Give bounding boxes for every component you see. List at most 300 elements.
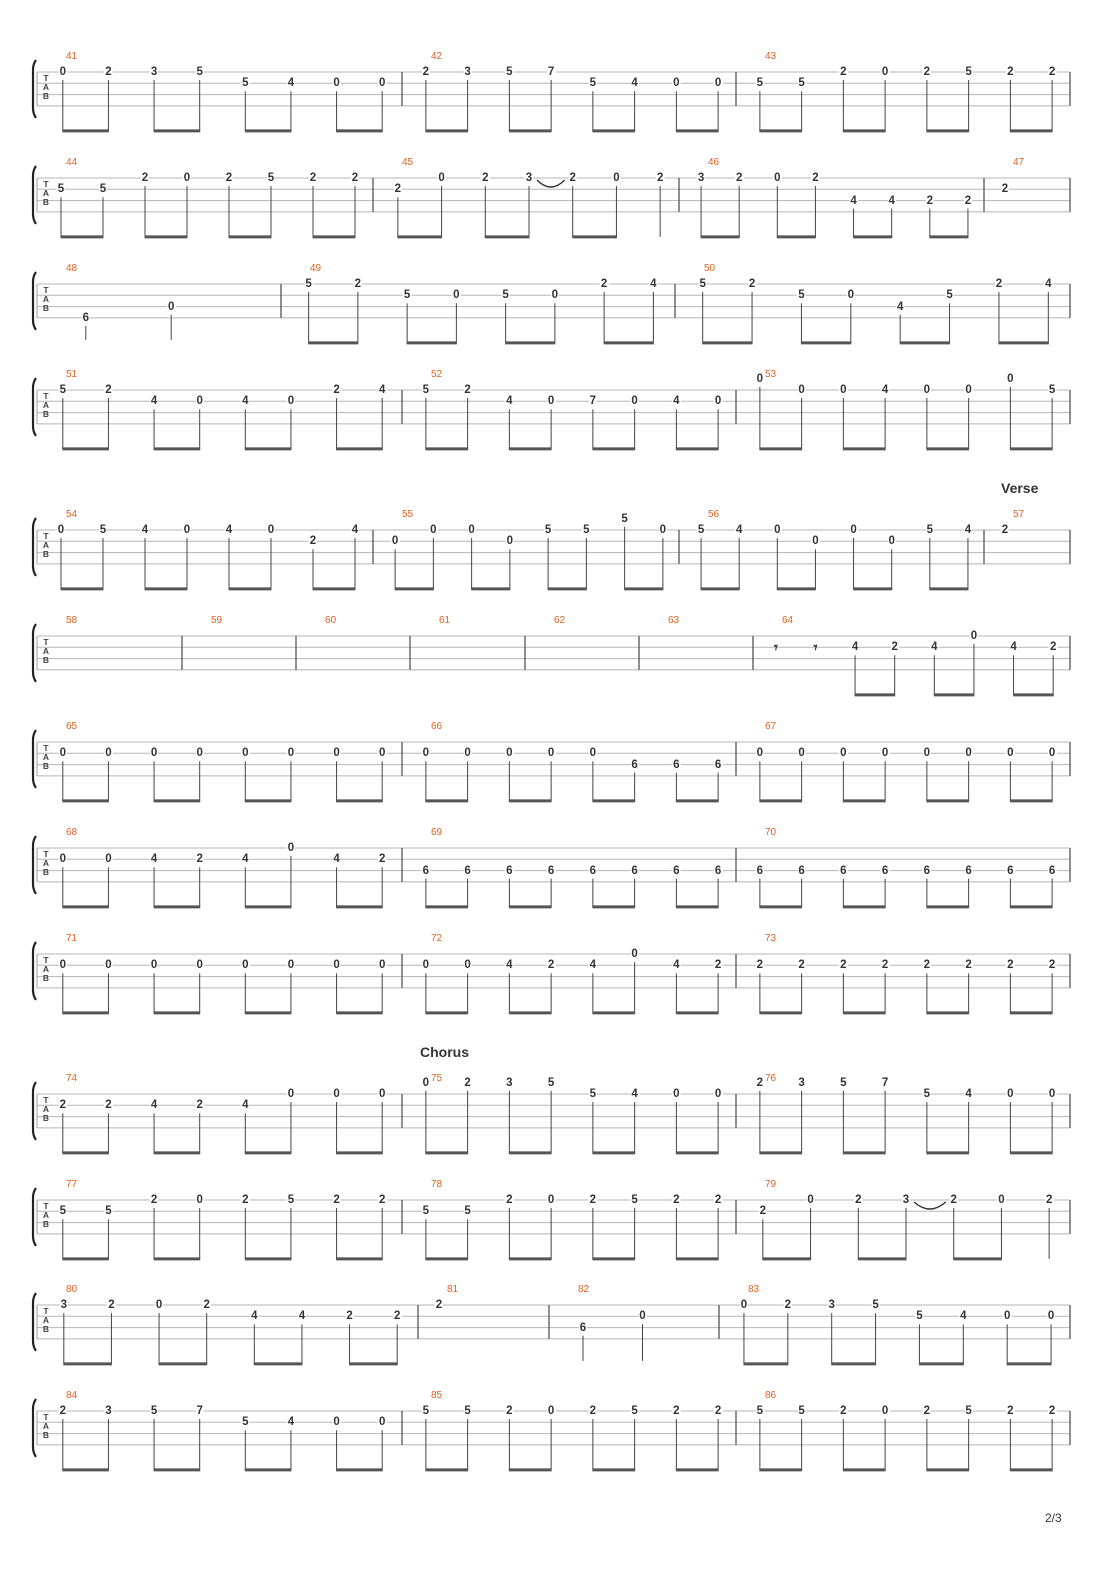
fret-number: 4	[225, 524, 233, 536]
fret-number: 5	[872, 1299, 879, 1311]
measure-number: 46	[708, 157, 720, 168]
fret-number: 2	[394, 183, 402, 196]
fret-number: 0	[850, 524, 857, 536]
fret-number: 0	[242, 959, 249, 972]
fret-number: 3	[525, 172, 533, 184]
fret-number: 0	[774, 172, 781, 184]
system-brace	[33, 378, 36, 436]
fret-number: 0	[287, 395, 295, 408]
fret-number: 6	[714, 758, 722, 771]
fret-number: 5	[544, 524, 552, 536]
fret-number: 2	[196, 853, 203, 866]
tab-clef-letter: T	[43, 1095, 49, 1105]
fret-number: 6	[579, 1321, 587, 1334]
fret-number: 2	[714, 1194, 722, 1206]
fret-number: 3	[902, 1194, 910, 1206]
fret-number: 4	[673, 395, 680, 408]
fret-number: 2	[759, 1205, 767, 1218]
fret-number: 0	[631, 395, 638, 408]
fret-number: 0	[1048, 1088, 1056, 1100]
fret-number: 2	[435, 1299, 443, 1311]
tab-clef-letter: T	[43, 1412, 49, 1422]
fret-number: 2	[673, 1405, 680, 1417]
fret-number: 0	[1007, 747, 1014, 760]
measure-number: 65	[66, 721, 78, 732]
fret-number: 5	[547, 1076, 555, 1089]
fret-number: 0	[807, 1194, 814, 1206]
fret-number: 2	[482, 172, 489, 184]
fret-number: 2	[1007, 66, 1014, 78]
system-brace	[33, 518, 36, 576]
system-brace	[33, 624, 36, 682]
measure-number: 54	[66, 509, 78, 520]
measure-number: 49	[310, 263, 322, 274]
fret-number: 0	[547, 1405, 555, 1417]
fret-number: 0	[673, 1088, 680, 1100]
tab-clef-letter: T	[43, 955, 49, 965]
fret-number: 3	[105, 1405, 112, 1417]
tab-clef-letter: B	[42, 972, 50, 983]
fret-number: 0	[105, 959, 112, 972]
measure-number: 83	[748, 1284, 760, 1295]
system-brace	[33, 166, 36, 224]
fret-number: 2	[748, 278, 756, 290]
fret-number: 5	[798, 289, 805, 302]
fret-number: 7	[589, 395, 597, 408]
tab-clef-letter: B	[42, 548, 50, 559]
fret-number: 2	[150, 1194, 158, 1206]
measure-number: 78	[431, 1179, 443, 1190]
tab-clef-letter: A	[42, 1420, 50, 1431]
tab-clef-letter: B	[42, 1218, 50, 1229]
fret-number: 5	[926, 524, 934, 536]
fret-number: 6	[547, 864, 555, 877]
fret-number: 0	[1007, 1088, 1014, 1100]
fret-number: 0	[422, 959, 430, 972]
tab-clef-letter: B	[42, 90, 50, 101]
fret-number: 2	[108, 1299, 115, 1311]
page-number: 2/3	[1045, 1511, 1062, 1525]
fret-number: 5	[840, 1076, 847, 1089]
fret-number: 2	[812, 172, 819, 184]
fret-number: 0	[840, 384, 847, 396]
fret-number: 0	[438, 172, 445, 184]
measure-number: 76	[765, 1073, 777, 1084]
fret-number: 4	[1010, 641, 1017, 654]
fret-number: 2	[105, 384, 112, 396]
fret-number: 0	[464, 747, 471, 760]
fret-number: 2	[333, 384, 340, 396]
fret-number: 5	[589, 1088, 597, 1100]
fret-number: 2	[964, 194, 972, 207]
fret-number: 6	[840, 864, 847, 877]
tie-arc	[537, 180, 565, 187]
fret-number: 7	[547, 66, 555, 78]
tab-clef-letter: A	[42, 1209, 50, 1220]
fret-number: 2	[923, 1405, 931, 1417]
fret-number: 5	[196, 66, 203, 78]
fret-number: 5	[756, 1405, 764, 1417]
fret-number: 2	[1045, 1194, 1053, 1206]
measure-number: 57	[1013, 509, 1025, 520]
fret-number: 0	[881, 747, 889, 760]
fret-number: 0	[547, 747, 555, 760]
fret-number: 0	[740, 1299, 748, 1311]
fret-number: 6	[798, 864, 805, 877]
system-brace	[33, 1082, 36, 1140]
fret-number: 2	[203, 1299, 210, 1311]
fret-number: 0	[267, 524, 275, 536]
fret-number: 0	[714, 77, 722, 90]
fret-number: 4	[888, 194, 895, 207]
measure-number: 51	[66, 369, 78, 380]
fret-number: 0	[155, 1299, 163, 1311]
fret-number: 0	[196, 395, 203, 408]
fret-number: 6	[82, 311, 89, 324]
fret-number: 2	[840, 959, 847, 972]
fret-number: 5	[464, 1405, 471, 1417]
section-label-verse: Verse	[1001, 480, 1039, 496]
fret-number: 6	[506, 864, 513, 877]
fret-number: 0	[59, 747, 67, 760]
measure-number: 70	[765, 827, 777, 838]
fret-number: 4	[650, 278, 657, 290]
fret-number: 0	[881, 66, 889, 78]
fret-number: 0	[183, 172, 191, 184]
measure-number: 59	[211, 615, 223, 626]
fret-number: 4	[251, 1310, 258, 1323]
fret-number: 5	[756, 77, 764, 90]
fret-number: 0	[183, 524, 191, 536]
fret-number: 5	[242, 1416, 249, 1429]
fret-number: 0	[1003, 1310, 1011, 1323]
fret-number: 4	[150, 853, 158, 866]
measure-number: 74	[66, 1073, 78, 1084]
fret-number: 0	[965, 384, 972, 396]
fret-number: 2	[965, 959, 972, 972]
measure-number: 53	[765, 369, 777, 380]
fret-number: 0	[333, 959, 340, 972]
measure-number: 48	[66, 263, 78, 274]
tab-clef-letter: T	[43, 1201, 49, 1211]
fret-number: 0	[333, 747, 340, 760]
fret-number: 2	[714, 1405, 722, 1417]
fret-number: 2	[346, 1310, 353, 1323]
fret-number: 5	[305, 278, 312, 290]
fret-number: 0	[756, 372, 764, 385]
fret-number: 2	[1001, 183, 1009, 196]
fret-number: 0	[774, 524, 781, 536]
fret-number: 4	[150, 1099, 158, 1112]
fret-number: 4	[242, 395, 249, 408]
fret-number: 0	[287, 959, 295, 972]
fret-number: 0	[613, 172, 620, 184]
fret-number: 3	[60, 1299, 68, 1311]
fret-number: 0	[422, 1076, 430, 1089]
tab-clef-letter: T	[43, 285, 49, 295]
fret-number: 4	[287, 1416, 295, 1429]
tab-clef-letter: B	[42, 1112, 50, 1123]
tab-clef-letter: A	[42, 399, 50, 410]
fret-number: 6	[422, 864, 430, 877]
measure-number: 81	[447, 1284, 459, 1295]
fret-number: 0	[333, 1416, 340, 1429]
tab-clef-letter: B	[42, 654, 50, 665]
tab-clef-letter: B	[42, 1323, 50, 1334]
fret-number: 0	[840, 747, 847, 760]
fret-number: 5	[57, 183, 65, 196]
fret-number: 0	[673, 77, 680, 90]
fret-number: 4	[378, 384, 386, 396]
fret-number: 2	[1048, 66, 1056, 78]
fret-number: 0	[453, 289, 460, 302]
measure-number: 73	[765, 933, 777, 944]
tab-clef-letter: T	[43, 637, 49, 647]
tab-clef-letter: A	[42, 1103, 50, 1114]
fret-number: 5	[798, 1405, 805, 1417]
fret-number: 0	[150, 959, 158, 972]
fret-number: 6	[673, 864, 680, 877]
fret-number: 0	[242, 747, 249, 760]
fret-number: 3	[798, 1076, 805, 1089]
fret-number: 5	[464, 1205, 471, 1218]
fret-number: 2	[242, 1194, 249, 1206]
fret-number: 2	[855, 1194, 862, 1206]
tab-clef-letter: A	[42, 539, 50, 550]
measure-number: 63	[668, 615, 680, 626]
fret-number: 2	[881, 959, 889, 972]
fret-number: 2	[225, 172, 233, 184]
fret-number: 5	[631, 1405, 638, 1417]
fret-number: 0	[59, 66, 67, 78]
fret-number: 6	[1007, 864, 1014, 877]
fret-number: 4	[150, 395, 158, 408]
measure-number: 85	[431, 1390, 443, 1401]
fret-number: 0	[812, 535, 819, 548]
tab-clef-letter: B	[42, 760, 50, 771]
fret-number: 4	[964, 524, 972, 536]
fret-number: 0	[150, 747, 158, 760]
fret-number: 2	[950, 1194, 957, 1206]
system-brace	[33, 1293, 36, 1351]
tab-clef-letter: B	[42, 866, 50, 877]
measure-number: 84	[66, 1390, 78, 1401]
fret-number: 0	[547, 1194, 555, 1206]
fret-number: 4	[242, 853, 249, 866]
fret-number: 2	[59, 1099, 67, 1112]
fret-number: 2	[506, 1405, 513, 1417]
fret-number: 5	[923, 1088, 931, 1100]
fret-number: 2	[798, 959, 805, 972]
measure-number: 56	[708, 509, 720, 520]
tab-clef-letter: T	[43, 391, 49, 401]
fret-number: 5	[589, 77, 597, 90]
fret-number: 0	[59, 853, 67, 866]
tab-clef-letter: T	[43, 179, 49, 189]
fret-number: 5	[403, 289, 411, 302]
fret-number: 2	[333, 1194, 340, 1206]
fret-number: 5	[621, 512, 628, 525]
fret-number: 0	[105, 747, 112, 760]
tab-clef-letter: B	[42, 408, 50, 419]
fret-number: 0	[378, 1088, 386, 1100]
fret-number: 6	[714, 864, 722, 877]
tab-clef-letter: A	[42, 187, 50, 198]
fret-number: 2	[569, 172, 576, 184]
fret-number: 4	[351, 524, 359, 536]
fret-number: 5	[697, 524, 705, 536]
tab-clef-letter: A	[42, 857, 50, 868]
fret-number: 6	[589, 864, 597, 877]
fret-number: 6	[965, 864, 972, 877]
fret-number: 3	[828, 1299, 835, 1311]
fret-number: 0	[506, 535, 514, 548]
measure-number: 79	[765, 1179, 777, 1190]
fret-number: 0	[391, 535, 399, 548]
fret-number: 2	[714, 959, 722, 972]
tab-clef-letter: B	[42, 302, 50, 313]
fret-number: 0	[464, 959, 471, 972]
fret-number: 0	[378, 959, 386, 972]
fret-number: 5	[583, 524, 590, 536]
tab-clef-letter: A	[42, 1314, 50, 1325]
fret-number: 5	[798, 77, 805, 90]
fret-number: 7	[196, 1405, 203, 1417]
fret-number: 0	[756, 747, 764, 760]
fret-number: 0	[547, 395, 555, 408]
tab-clef-letter: A	[42, 751, 50, 762]
fret-number: 4	[931, 641, 938, 654]
tab-clef-letter: A	[42, 81, 50, 92]
fret-number: 2	[735, 172, 743, 184]
system-brace	[33, 836, 36, 894]
fret-number: 5	[99, 524, 107, 536]
tab-clef-letter: T	[43, 531, 49, 541]
fret-number: 0	[798, 384, 805, 396]
fret-number: 2	[378, 853, 386, 866]
measure-number: 61	[439, 615, 451, 626]
fret-number: 2	[1001, 524, 1009, 536]
fret-number: 6	[464, 864, 471, 877]
fret-number: 6	[673, 758, 680, 771]
fret-number: 4	[141, 524, 149, 536]
fret-number: 4	[850, 194, 857, 207]
fret-number: 0	[422, 747, 430, 760]
fret-number: 2	[926, 194, 934, 207]
fret-number: 6	[631, 758, 638, 771]
fret-number: 2	[309, 172, 317, 184]
fret-number: 5	[502, 289, 509, 302]
fret-number: 0	[105, 853, 112, 866]
system-brace	[33, 942, 36, 1000]
fret-number: 0	[287, 1088, 295, 1100]
fret-number: 4	[506, 959, 513, 972]
fret-number: 6	[1048, 864, 1056, 877]
fret-number: 0	[430, 524, 437, 536]
tab-clef-letter: T	[43, 73, 49, 83]
fret-number: 0	[847, 289, 855, 302]
measure-number: 42	[431, 51, 443, 62]
fret-number: 5	[916, 1310, 923, 1323]
fret-number: 2	[422, 66, 430, 78]
fret-number: 2	[105, 66, 112, 78]
fret-number: 4	[631, 1088, 638, 1100]
measure-number: 45	[402, 157, 414, 168]
measure-number: 58	[66, 615, 78, 626]
fret-number: 0	[378, 77, 386, 90]
fret-number: 3	[506, 1076, 513, 1089]
fret-number: 4	[298, 1310, 306, 1323]
measure-number: 55	[402, 509, 414, 520]
fret-number: 0	[881, 1405, 889, 1417]
fret-number: 4	[287, 77, 295, 90]
fret-number: 0	[196, 959, 203, 972]
measure-number: 41	[66, 51, 78, 62]
fret-number: 0	[631, 948, 638, 960]
fret-number: 2	[1007, 1405, 1014, 1417]
fret-number: 2	[784, 1299, 792, 1311]
measure-number: 62	[554, 615, 566, 626]
tab-clef-letter: B	[42, 196, 50, 207]
fret-number: 2	[1049, 641, 1057, 654]
fret-number: 0	[468, 524, 475, 536]
measure-number: 77	[66, 1179, 78, 1190]
fret-number: 2	[378, 1194, 386, 1206]
fret-number: 5	[150, 1405, 158, 1417]
system-brace	[33, 730, 36, 788]
fret-number: 0	[287, 842, 295, 854]
fret-number: 2	[673, 1194, 680, 1206]
fret-number: 4	[506, 395, 513, 408]
fret-number: 2	[756, 1076, 764, 1089]
fret-number: 4	[631, 77, 638, 90]
fret-number: 4	[242, 1099, 249, 1112]
tab-clef-letter: A	[42, 645, 50, 656]
measure-number: 86	[765, 1390, 777, 1401]
fret-number: 2	[923, 959, 931, 972]
tab-clef-letter: A	[42, 963, 50, 974]
fret-number: 4	[881, 384, 889, 396]
fret-number: 5	[59, 384, 67, 396]
fret-number: 0	[57, 524, 65, 536]
fret-number: 2	[840, 1405, 847, 1417]
measure-number: 68	[66, 827, 78, 838]
measure-number: 66	[431, 721, 443, 732]
fret-number: 2	[589, 1194, 597, 1206]
fret-number: 4	[960, 1310, 967, 1323]
measure-number: 67	[765, 721, 777, 732]
fret-number: 5	[1048, 384, 1056, 396]
measure-number: 52	[431, 369, 443, 380]
fret-number: 0	[196, 1194, 203, 1206]
fret-number: 2	[1048, 959, 1056, 972]
fret-number: 0	[378, 747, 386, 760]
tab-clef-letter: T	[43, 849, 49, 859]
fret-number: 6	[631, 864, 638, 877]
fret-number: 0	[1048, 747, 1056, 760]
fret-number: 0	[59, 959, 67, 972]
fret-number: 4	[896, 300, 904, 313]
eighth-rest-icon: 𝄾	[813, 639, 818, 657]
fret-number: 4	[851, 641, 859, 654]
fret-number: 2	[141, 172, 149, 184]
fret-number: 5	[422, 1205, 430, 1218]
measure-number: 72	[431, 933, 443, 944]
measure-number: 75	[431, 1073, 443, 1084]
fret-number: 0	[888, 535, 895, 548]
fret-number: 2	[506, 1194, 513, 1206]
fret-number: 4	[735, 524, 743, 536]
